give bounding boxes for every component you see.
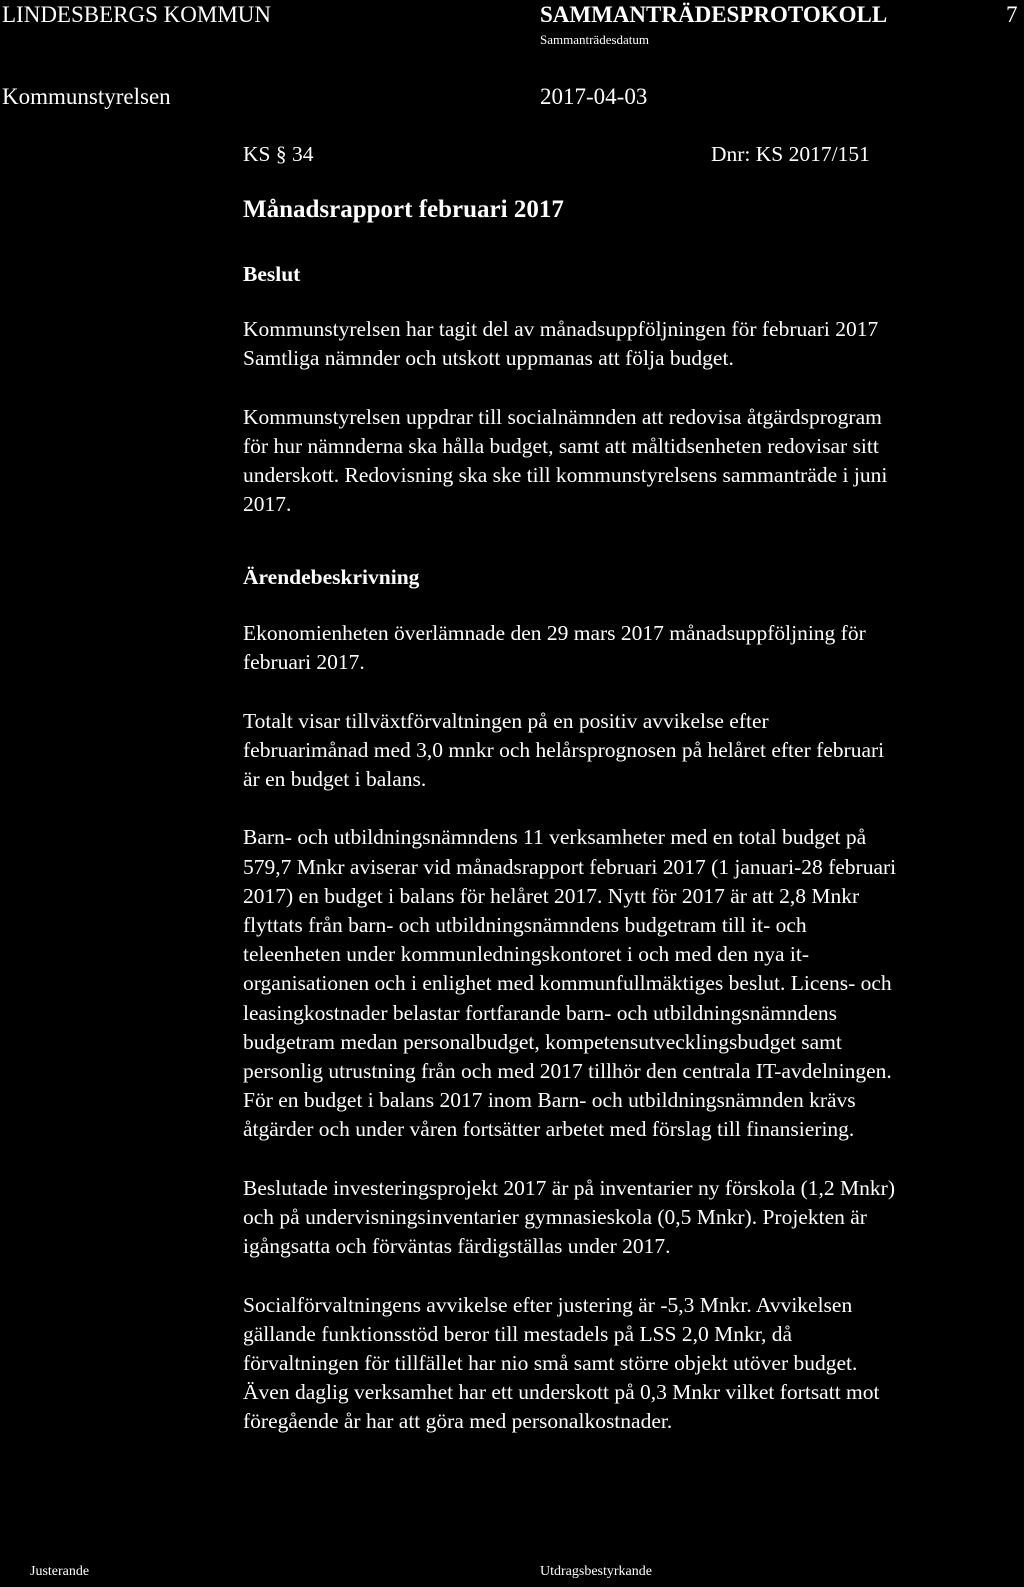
text-line: Socialförvaltningens avvikelse efter justering är -5,3 Mnkr. Avvikelsen bbox=[243, 1292, 853, 1317]
case-dnr: Dnr: KS 2017/151 bbox=[711, 142, 870, 166]
case-title: Månadsrapport februari 2017 bbox=[243, 196, 564, 223]
paragraph bbox=[243, 823, 896, 1144]
paragraph bbox=[243, 1174, 896, 1262]
text-line: och på undervisningsinventarier gymnasieskola (0,5 Mnkr). Projekten är bbox=[243, 1205, 867, 1230]
beslut-heading: Beslut bbox=[243, 262, 301, 286]
text-line: organisationen och i enlighet med kommunfullmäktiges beslut. Licens- och bbox=[243, 971, 892, 996]
committee-name: Kommunstyrelsen bbox=[2, 84, 171, 109]
text-line: leasingkostnader belastar fortfarande barn- och utbildningsnämndens bbox=[243, 1000, 838, 1025]
text-line: åtgärder och under våren fortsätter arbetet med förslag till finansiering. bbox=[243, 1117, 855, 1142]
footer-justerande: Justerande bbox=[30, 1564, 90, 1579]
paragraph bbox=[243, 619, 896, 677]
text-line: februarimånad med 3,0 mnkr och helårsprognosen på helåret efter februari bbox=[243, 737, 885, 762]
text-line: 2017. bbox=[243, 492, 292, 517]
arende-section bbox=[243, 619, 896, 1466]
municipality-name: LINDESBERGS KOMMUN bbox=[2, 2, 271, 27]
text-line: igångsatta och förväntas färdigställas under 2017. bbox=[243, 1234, 671, 1259]
text-line: Även daglig verksamhet har ett underskott på 0,3 Mnkr vilket fortsatt mot bbox=[243, 1380, 880, 1405]
text-line: Beslutade investeringsprojekt 2017 är på inventarier ny förskola (1,2 Mnkr) bbox=[243, 1175, 895, 1200]
text-line: gällande funktionsstöd beror till mestadels på LSS 2,0 Mnkr, då bbox=[243, 1321, 793, 1346]
text-line: förvaltningen för tillfället har nio små samt större objekt utöver budget. bbox=[243, 1351, 858, 1376]
meeting-date: 2017-04-03 bbox=[540, 84, 648, 109]
document-type: SAMMANTRÄDESPROTOKOLL bbox=[540, 2, 888, 27]
text-line: för hur nämnderna ska hålla budget, samt att måltidsenheten redovisar sitt bbox=[243, 433, 879, 458]
paragraph bbox=[243, 315, 887, 373]
text-line: personlig utrustning från och med 2017 tillhör den centrala IT-avdelningen. bbox=[243, 1059, 892, 1084]
text-line: Samtliga nämnder och utskott uppmanas att följa budget. bbox=[243, 346, 734, 371]
text-line: budgetram medan personalbudget, kompetensutvecklingsbudget samt bbox=[243, 1029, 842, 1054]
date-label: Sammanträdesdatum bbox=[540, 32, 650, 47]
text-line: är en budget i balans. bbox=[243, 767, 427, 791]
text-line: flyttats från barn- och utbildningsnämndens budgetram till it- och bbox=[243, 913, 807, 937]
paragraph bbox=[243, 1291, 896, 1437]
text-line: föregående år har att göra med personalkostnader. bbox=[243, 1409, 673, 1434]
page-number: 7 bbox=[1006, 2, 1018, 27]
case-paragraph: KS § 34 bbox=[243, 142, 314, 166]
text-line: teleenheten under kommunledningskontoret i och med den nya it- bbox=[243, 942, 810, 967]
paragraph bbox=[243, 707, 896, 795]
footer-utdragsbestyrkande: Utdragsbestyrkande bbox=[540, 1564, 652, 1579]
arende-heading: Ärendebeskrivning bbox=[243, 565, 420, 589]
text-line: Ekonomienheten överlämnade den 29 mars 2017 månadsuppföljning för bbox=[243, 621, 866, 645]
beslut-section bbox=[243, 315, 887, 549]
text-line: Barn- och utbildningsnämndens 11 verksamheter med en total budget på bbox=[243, 825, 867, 850]
text-line: 2017) en budget i balans för helåret 2017. Nytt för 2017 är att 2,8 Mnkr bbox=[243, 883, 860, 908]
text-line: februari 2017. bbox=[243, 650, 365, 675]
text-line: Totalt visar tillväxtförvaltningen på en positiv avvikelse efter bbox=[243, 708, 769, 733]
text-line: underskott. Redovisning ska ske till kommunstyrelsens sammanträde i juni bbox=[243, 463, 888, 487]
text-line: För en budget i balans 2017 inom Barn- och utbildningsnämnden krävs bbox=[243, 1088, 856, 1113]
text-line: 579,7 Mnkr aviserar vid månadsrapport februari 2017 (1 januari-28 februari bbox=[243, 854, 897, 879]
text-line: Kommunstyrelsen har tagit del av månadsuppföljningen för februari 2017 bbox=[243, 317, 879, 341]
text-line: Kommunstyrelsen uppdrar till socialnämnden att redovisa åtgärdsprogram bbox=[243, 404, 882, 429]
paragraph bbox=[243, 403, 887, 520]
